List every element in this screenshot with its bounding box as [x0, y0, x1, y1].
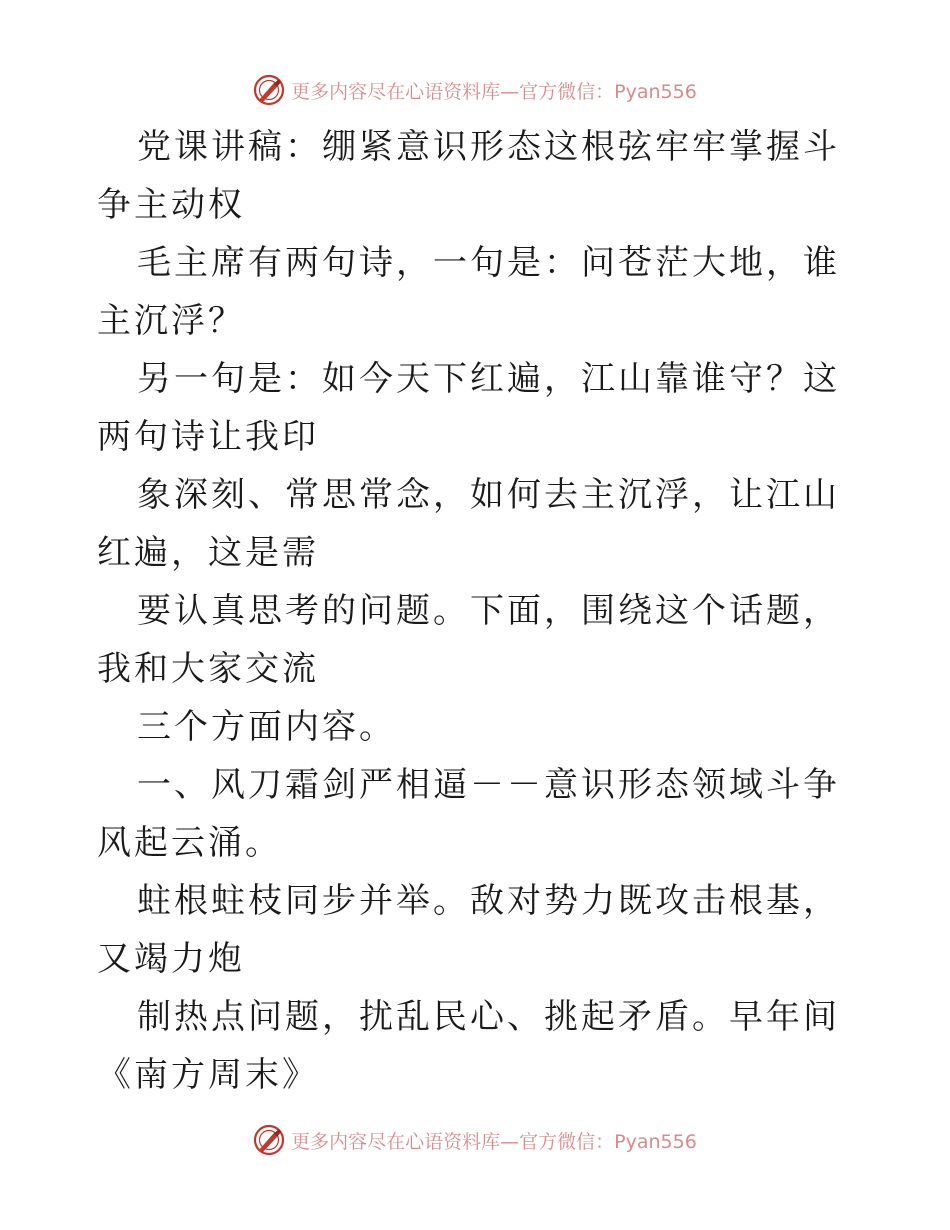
paragraph: 制热点问题，扰乱民心、挑起矛盾。早年间《南方周末》 — [97, 997, 840, 1095]
paragraph: 象深刻、常思常念，如何去主沉浮，让江山红遍，这是需 — [97, 475, 840, 573]
paragraph: 毛主席有两句诗，一句是：问苍茫大地，谁主沉浮？ — [97, 243, 840, 341]
document-body — [97, 118, 857, 1104]
paragraph: 要认真思考的问题。下面，围绕这个话题，我和大家交流 — [97, 591, 840, 689]
pen-logo-icon — [253, 1124, 285, 1156]
footer-watermark — [0, 1120, 950, 1160]
watermark-text: 更多内容尽在心语资料库—官方微信：Pyan556 — [291, 80, 697, 103]
pen-logo-icon — [253, 74, 285, 106]
paragraph: 另一句是：如今天下红遍，江山靠谁守？这两句诗让我印 — [97, 359, 840, 457]
paragraph: 蛀根蛀枝同步并举。敌对势力既攻击根基，又竭力炮 — [97, 881, 840, 979]
header-watermark — [0, 70, 950, 110]
paragraph: 三个方面内容。 — [137, 707, 396, 747]
watermark-text: 更多内容尽在心语资料库—官方微信：Pyan556 — [291, 1130, 697, 1153]
document-title: 党课讲稿：绷紧意识形态这根弦牢牢掌握斗争主动权 — [97, 127, 840, 225]
section-heading: 一、风刀霜剑严相逼－－意识形态领域斗争风起云涌。 — [97, 765, 840, 863]
